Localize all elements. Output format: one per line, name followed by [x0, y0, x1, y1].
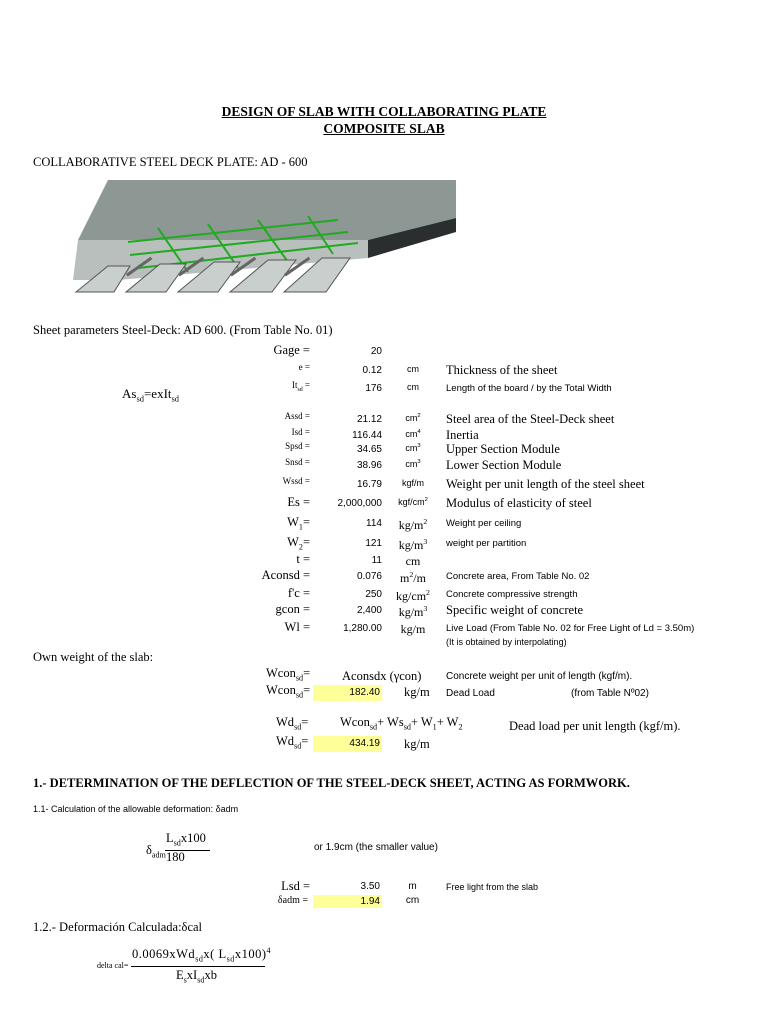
interp-note: (It is obtained by interpolating) [446, 637, 567, 647]
wd-value-label: $Wd_{sd}=$ [276, 734, 309, 751]
param-value: 34.65 [356, 444, 382, 455]
param-value: 20 [370, 346, 382, 357]
section-1-1-title: 1.1- Calculation of the allowable deformation: δadm [33, 804, 239, 814]
param-label: $It_{sd}$ = [291, 380, 310, 393]
param-description: Lower Section Module [446, 458, 562, 472]
param-unit: kgf/m [401, 478, 424, 488]
param-label: Wl = [284, 620, 310, 634]
lsd-unit: m [408, 881, 417, 892]
param-label: t = [296, 552, 310, 566]
dadm-formula-numerator: $L_{sd}x100$ [166, 831, 206, 848]
lsd-label: Lsd = [281, 879, 310, 893]
param-value: 121 [365, 538, 382, 549]
dadm-unit: cm [405, 895, 420, 906]
wcon-value-cell: 182.40 [313, 685, 382, 701]
lsd-desc: Free light from the slab [446, 882, 539, 892]
param-label: Isd = [291, 427, 310, 437]
param-label: e = [298, 362, 310, 372]
param-unit: $cm^3$ [405, 459, 421, 469]
param-description: weight per partition [446, 538, 527, 549]
dadm-note: or 1.9cm (the smaller value) [314, 842, 438, 853]
wd-formula-label: $Wd_{sd}=$ [276, 715, 309, 732]
steel-deck-illustration [68, 180, 460, 304]
wcon-desc: Dead Load [446, 688, 495, 699]
param-value: 176 [365, 383, 382, 394]
title-line-2: COMPOSITE SLAB [323, 121, 445, 136]
param-value: 2,000,000 [337, 498, 382, 509]
param-unit: $cm^2$ [405, 413, 421, 423]
param-unit: kg/m [400, 622, 426, 636]
dadm-value-cell: 1.94 [313, 895, 382, 908]
param-description: Steel area of the Steel-Deck sheet [446, 412, 615, 426]
wcon-formula-label: Wcon$_{sd}$= [266, 666, 311, 683]
dcal-formula-numerator: 0.0069xWd$_{sd}$x( $L_{sd}x100)^4$ [132, 946, 272, 964]
lsd-value: 3.50 [360, 881, 380, 892]
param-value: 16.79 [356, 479, 382, 490]
param-unit: $cm^4$ [405, 429, 421, 439]
param-unit: cm [407, 382, 419, 392]
wcon-formula: Aconsdx (γcon) [342, 669, 422, 683]
dadm-label: δadm = [277, 895, 308, 906]
deck-label: COLLABORATIVE STEEL DECK PLATE: AD - 600 [33, 155, 308, 169]
param-label: Assd = [284, 411, 310, 421]
wd-unit: kg/m [404, 737, 430, 751]
param-description: Concrete area, From Table No. 02 [446, 571, 590, 582]
param-description: Weight per unit length of the steel sheet [446, 477, 645, 491]
param-description: Inertia [446, 428, 479, 442]
wd-formula: Wcon$_{sd}$+ $Ws_{sd}+ W_1+ W_2$ [340, 715, 463, 732]
param-value: 250 [365, 589, 382, 600]
param-description: Upper Section Module [446, 442, 560, 456]
param-label: Aconsd = [261, 568, 310, 582]
param-label: Gage = [273, 343, 310, 357]
dadm-formula-lhs: $\delta_{adm}$ [146, 843, 166, 860]
param-label: gcon = [275, 602, 310, 616]
section-1-title: 1.- DETERMINATION OF THE DEFLECTION OF THE STEEL-DECK SHEET, ACTING AS FORMWORK. [33, 776, 630, 790]
wcon-value-label: Wcon$_{sd}$= [266, 683, 311, 700]
param-description: Specific weight of concrete [446, 603, 584, 617]
param-value: 116.44 [352, 430, 382, 441]
param-value: 0.12 [362, 365, 382, 376]
param-unit: $kg/m^3$ [398, 537, 428, 552]
param-label: $W_1=$ [287, 515, 310, 532]
param-label: $W_2=$ [287, 535, 310, 552]
param-description: Weight per ceiling [446, 518, 522, 529]
param-unit: $kg/m^3$ [398, 604, 428, 619]
wd-value-cell: 434.19 [313, 736, 382, 752]
dcal-formula-denominator: $E_sxI_{sd}xb$ [176, 968, 217, 985]
own-weight-header: Own weight of the slab: [33, 650, 154, 664]
wcon-ref: (from Table Nº02) [571, 688, 649, 699]
dcal-fraction-bar [131, 966, 265, 967]
param-unit: $cm^3$ [405, 443, 421, 453]
param-description: Live Load (From Table No. 02 for Free Light of Ld = 3.50m) [446, 623, 695, 634]
param-value: 114 [366, 518, 382, 529]
wcon-formula-desc: Concrete weight per unit of length (kgf/m). [446, 671, 633, 682]
wcon-unit: kg/m [404, 685, 430, 699]
param-description: Modulus of elasticity of steel [446, 496, 592, 510]
param-unit: $kg/m^2$ [398, 517, 428, 532]
param-value: 11 [371, 555, 382, 566]
param-description: Length of the board / by the Total Width [446, 383, 612, 394]
param-label: Snsd = [285, 457, 310, 467]
dcal-formula-lhs: delta cal= [97, 961, 129, 970]
param-unit: kgf/$cm^2$ [398, 497, 428, 507]
param-value: 38.96 [356, 460, 382, 471]
param-label: Es = [287, 495, 310, 509]
param-unit: cm [407, 364, 419, 374]
param-label: f'c = [287, 586, 310, 600]
param-description: Thickness of the sheet [446, 363, 558, 377]
param-label: Wssd = [282, 476, 310, 486]
dadm-formula-denominator: 180 [166, 850, 185, 864]
param-description: Concrete compressive strength [446, 589, 578, 600]
title-line-1: DESIGN OF SLAB WITH COLLABORATING PLATE [221, 104, 547, 119]
param-value: 2,400 [356, 605, 382, 616]
wd-formula-desc: Dead load per unit length (kgf/m). [509, 719, 681, 733]
as-formula: $As_{sd}=exIt_{sd}$ [122, 386, 180, 404]
param-unit: cm [405, 554, 421, 568]
param-label: Spsd = [285, 441, 310, 451]
param-value: 21.12 [356, 414, 382, 425]
params-header: Sheet parameters Steel-Deck: AD 600. (From Table No. 01) [33, 323, 333, 337]
param-value: 1,280.00 [343, 623, 382, 634]
param-value: 0.076 [356, 571, 382, 582]
param-unit: $kg/cm^2$ [396, 588, 430, 603]
param-unit: $m^2/m$ [400, 570, 426, 585]
section-1-2-title: 1.2.- Deformación Calculada:δcal [33, 920, 203, 934]
